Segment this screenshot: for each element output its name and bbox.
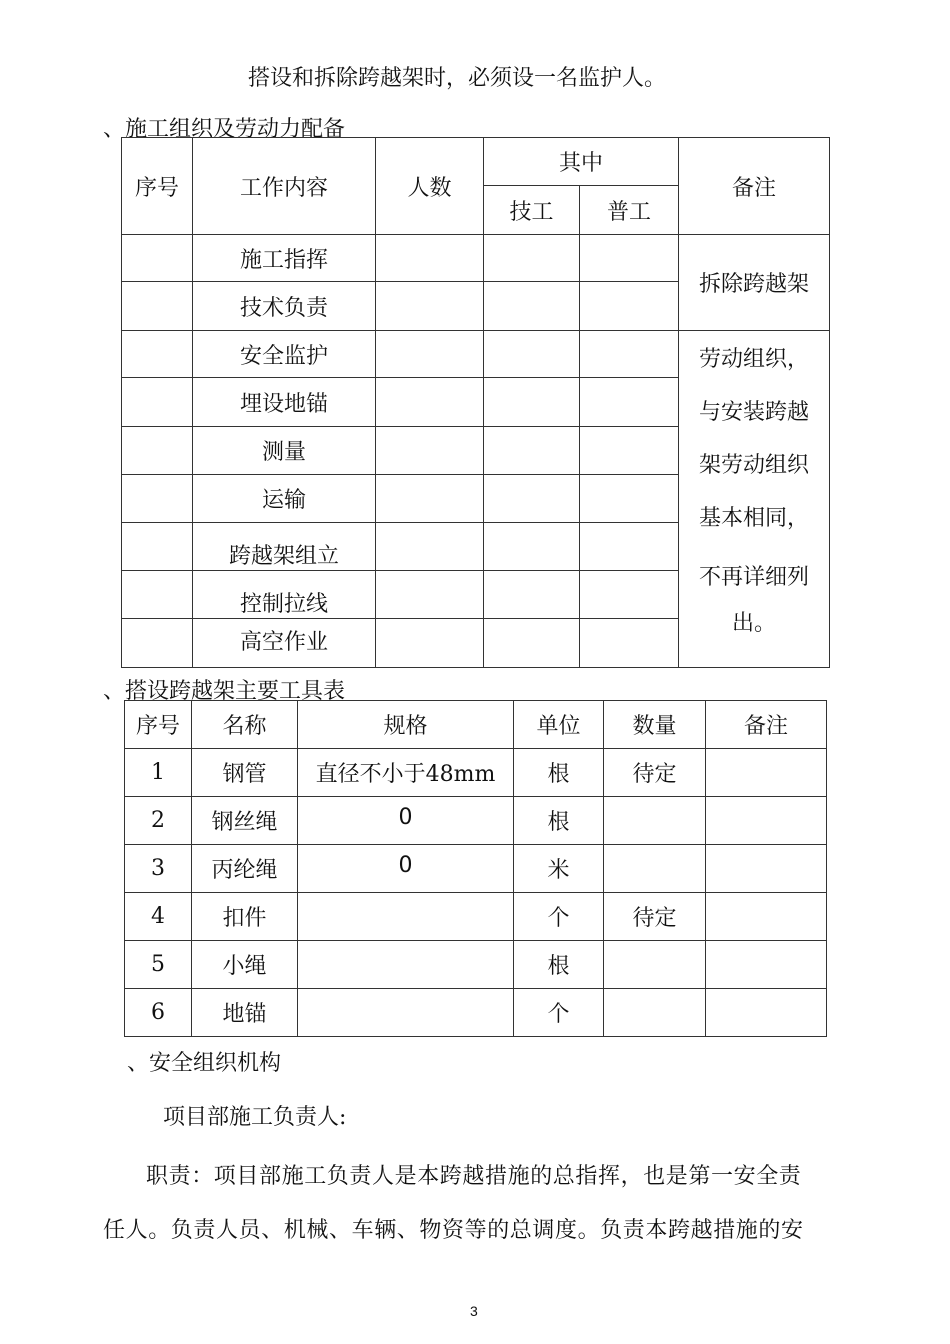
- remark-line: 架劳动组织: [699, 453, 810, 478]
- table-row: [125, 893, 827, 941]
- remark-line: 不再详细列: [699, 565, 810, 590]
- tool-remark: [706, 797, 827, 845]
- work-item: 高空作业: [193, 619, 376, 668]
- work-item: 控制拉线: [193, 571, 376, 619]
- labor-table: [121, 137, 830, 668]
- labor-section-heading: 、施工组织及劳动力配备: [103, 117, 346, 142]
- tools-section-heading: 、搭设跨越架主要工具表: [103, 679, 346, 704]
- remark-line: 出。: [732, 611, 777, 636]
- tool-remark: [706, 941, 827, 989]
- header-headcount: 人数: [376, 138, 484, 235]
- header-remark: 备注: [679, 138, 830, 235]
- tool-qty: [604, 845, 706, 893]
- header-work-content: 工作内容: [193, 138, 376, 235]
- header-skilled: 技工: [484, 186, 580, 235]
- work-item: 安全监护: [193, 331, 376, 378]
- tool-unit: 个: [514, 989, 604, 1037]
- tool-qty: [604, 989, 706, 1037]
- tool-name: 钢管: [192, 749, 298, 797]
- tool-qty: [604, 941, 706, 989]
- tools-header-name: 名称: [192, 701, 298, 749]
- work-item: 跨越架组立: [193, 523, 376, 571]
- tool-seq: 1: [125, 749, 192, 797]
- remark-block: [679, 331, 830, 668]
- tools-header-spec: 规格: [298, 701, 514, 749]
- tool-name: 钢丝绳: [192, 797, 298, 845]
- tool-spec: 0: [298, 845, 514, 893]
- header-seq: 序号: [122, 138, 193, 235]
- page-number: 3: [470, 1303, 478, 1319]
- tool-seq: 6: [125, 989, 192, 1037]
- tool-name: 地锚: [192, 989, 298, 1037]
- remark-line: 基本相同，: [699, 506, 810, 531]
- tool-spec: 0: [298, 797, 514, 845]
- tool-remark: [706, 989, 827, 1037]
- table-row: [125, 845, 827, 893]
- tool-qty: [604, 797, 706, 845]
- tools-table: [124, 700, 827, 1037]
- tool-name: 小绳: [192, 941, 298, 989]
- tools-header-remark: 备注: [706, 701, 827, 749]
- work-item: 埋设地锚: [193, 378, 376, 427]
- work-item: 测量: [193, 427, 376, 475]
- tool-unit: 个: [514, 893, 604, 941]
- work-item: 技术负责: [193, 282, 376, 331]
- table-row: [125, 797, 827, 845]
- intro-line: 搭设和拆除跨越架时，必须设一名监护人。: [248, 66, 667, 91]
- header-general: 普工: [580, 186, 679, 235]
- table-row: [125, 941, 827, 989]
- tool-qty: 待定: [604, 749, 706, 797]
- tool-unit: 根: [514, 797, 604, 845]
- tool-unit: 根: [514, 941, 604, 989]
- tool-unit: 根: [514, 749, 604, 797]
- table-row: [125, 989, 827, 1037]
- tools-header-qty: 数量: [604, 701, 706, 749]
- tool-seq: 5: [125, 941, 192, 989]
- tools-header-unit: 单位: [514, 701, 604, 749]
- tool-remark: [706, 845, 827, 893]
- tool-spec: 直径不小于48mm: [298, 749, 514, 797]
- responsibility-line-1: 职责：项目部施工负责人是本跨越措施的总指挥，也是第一安全责: [146, 1164, 802, 1189]
- table-row: [122, 235, 830, 282]
- tool-remark: [706, 893, 827, 941]
- tool-spec: [298, 941, 514, 989]
- responsibility-line-2: 任人。负责人员、机械、车辆、物资等的总调度。负责本跨越措施的安: [103, 1218, 804, 1243]
- tool-seq: 2: [125, 797, 192, 845]
- leader-line: 项目部施工负责人:: [163, 1105, 347, 1130]
- table-row: [125, 749, 827, 797]
- table-header-row: [125, 701, 827, 749]
- tool-qty: 待定: [604, 893, 706, 941]
- tool-unit: 米: [514, 845, 604, 893]
- tool-seq: 3: [125, 845, 192, 893]
- safety-section-heading: 、安全组织机构: [127, 1051, 282, 1076]
- header-among: 其中: [484, 138, 679, 186]
- tool-remark: [706, 749, 827, 797]
- table-row: [122, 331, 830, 378]
- remark-line: 与安装跨越: [699, 400, 810, 425]
- work-item: 施工指挥: [193, 235, 376, 282]
- tool-spec: [298, 893, 514, 941]
- tool-seq: 4: [125, 893, 192, 941]
- remark-line: 劳动组织，: [699, 347, 810, 372]
- remark-top: 拆除跨越架: [679, 235, 830, 331]
- tool-name: 丙纶绳: [192, 845, 298, 893]
- work-item: 运输: [193, 475, 376, 523]
- tool-spec: [298, 989, 514, 1037]
- tool-name: 扣件: [192, 893, 298, 941]
- tools-header-seq: 序号: [125, 701, 192, 749]
